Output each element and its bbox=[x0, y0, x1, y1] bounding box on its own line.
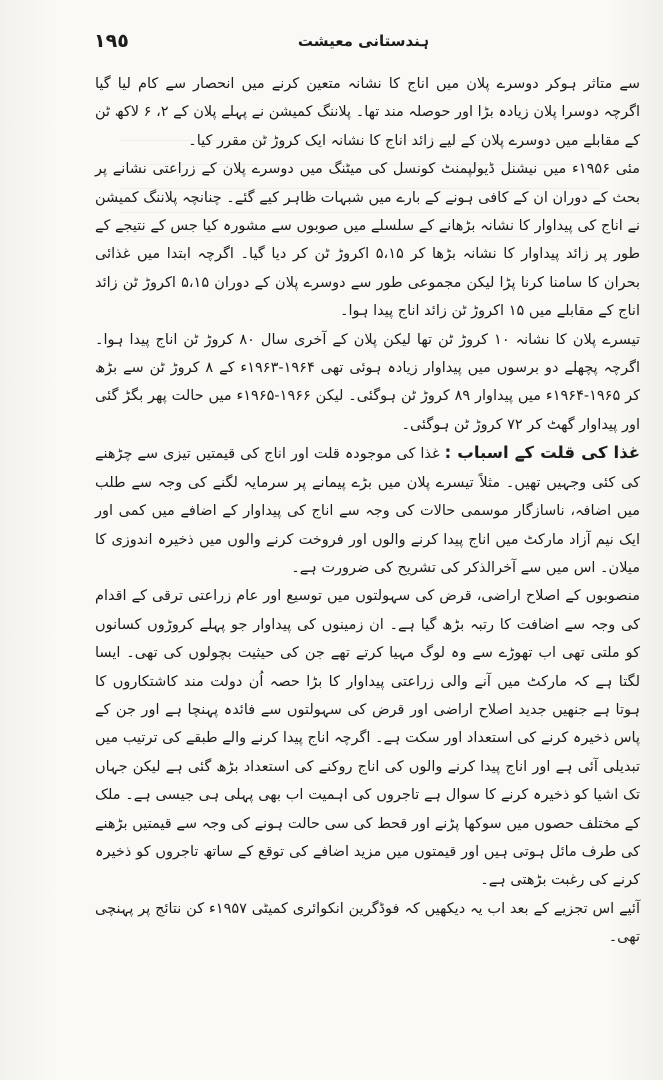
section-heading: غذا کی قلت کے اسباب : bbox=[444, 443, 641, 463]
section-paragraph-1 bbox=[95, 439, 640, 582]
section-paragraph-2: منصوبوں کے اصلاح اراضی، قرض کی سہولتوں میں توسیع اور عام زراعتی ترقی کے اقدام کی وجہ سے اضافت کا رتبہ بڑھ گیا ہے۔ ان زمینوں کی پیداوار جو پہلے کروڑوں کسانوں کو ملتی تھی اب تھوڑے سے وہ لوگ مہیا کرتے تھے جن کی حیثیت بچولوں کی تھی۔ ایسا لگتا ہے کہ مارکٹ میں آنے والی زراعتی پیداوار کا بڑا حصہ اُن دولت مند کاشتکاروں کا ہوتا ہے جنھیں جدید اصلاح اراضی اور قرض کی سہولتوں سے فائدہ پہنچا ہے اور جن کے پاس ذخیرہ کرنے کی استعداد اور سکت ہے۔ اگرچہ اناج پیدا کرنے والے طبقے کی ترتیب میں تبدیلی آئی ہے اور اناج پیدا کرنے والوں کی اناج روکنے کی استعداد بڑھ گئی ہے لیکن جہاں تک اشیا کو ذخیرہ کرنے کا سوال ہے تاجروں کی اہمیت اب بھی پہلی ہی جیسی ہے۔ ملک کے مختلف حصوں میں سوکھا پڑنے اور قحط کی سی حالت ہونے کی وجہ سے قیمتیں بڑھنے کی طرف مائل ہوتی ہیں اور قیمتوں میں مزید اضافے کی توقع کے ساتھ تاجروں کو ذخیرہ کرنے کی رغبت بڑھتی ہے۔ bbox=[95, 588, 640, 889]
body-text bbox=[95, 70, 641, 946]
paragraph-3: تیسرے پلان کا نشانہ ۱۰ کروڑ ٹن تھا لیکن پلان کے آخری سال ۸۰ کروڑ ٹن اناج پیدا ہوا۔ اگرچہ پچھلے دو برسوں میں پیداوار زیادہ ہوئی تھی ۱۹۶۴-۱۹۶۳ء کے ۸ کروڑ ٹن سے بڑھ کر ۱۹۶۵-۱۹۶۴ء میں پیداوار ۸۹ کروڑ ٹن ہوگئی۔ لیکن ۱۹۶۶-۱۹۶۵ء میں حالت پھر بگڑ گئی اور پیداوار گھٹ کر ۷۲ کروڑ ٹن ہوگئی۔ bbox=[95, 331, 641, 433]
running-head: ہندستانی معیشت bbox=[297, 32, 430, 50]
paragraph-1: سے متاثر ہوکر دوسرے پلان میں اناج کا نشانہ متعین کرنے میں انحصار سے کام لیا گیا اگرچہ دوسرا پلان زیادہ بڑا اور حوصلہ مند تھا۔ پلاننگ کمیشن نے پہلے پلان کے ۲، ۶ لاکھ ٹن کے مقابلے میں دوسرے پلان کے لیے زائد اناج کا نشانہ ایک کروڑ ٹن مقرر کیا۔ bbox=[95, 76, 640, 149]
section-paragraph-1-text: غذا کی موجودہ قلت اور اناج کی قیمتیں تیزی سے چڑھنے کی کئی وجہیں تھیں۔ مثلاً تیسرے پلان میں بڑے پیمانے پر سرمایہ لگنے کی وجہ سے طلب میں اضافہ، ناسازگار موسمی حالات کی وجہ سے اناج کی پیداوار کے اضافے میں کمی اور ایک نیم آزاد مارکٹ میں اناج پیدا کرنے والوں اور فروخت کرنے والوں میں ذخیرہ اندوزی کا میلان۔ اس میں سے آخرالذکر کی تشریح کی ضرورت ہے۔ bbox=[95, 446, 640, 576]
paragraph-2: مئی ۱۹۵۶ء میں نیشنل ڈیولپمنٹ کونسل کی میٹنگ میں دوسرے پلان کے زراعتی نشانے پر بحث کے دوران ان کے کافی ہونے کے بارے میں شبہات ظاہر کیے گئے۔ چنانچہ پلاننگ کمیشن نے اناج کی پیداوار کا نشانہ بڑھانے کے سلسلے میں صوبوں سے مشورہ کیا جس کے نتیجے کے طور پر زائد پیداوار کا نشانہ بڑھا کر ۵،۱۵ اکروڑ ٹن کر دیا گیا۔ اگرچہ ابتدا میں غذائی بحران کا سامنا کرنا پڑا لیکن مجموعی طور سے دوسرے پلان کے دوران ۵،۱۵ اکروڑ ٹن زائد اناج کے مقابلے میں ۱۵ اکروڑ ٹن زائد اناج پیدا ہوا۔ bbox=[95, 161, 640, 320]
page-header bbox=[94, 30, 633, 56]
section-paragraph-3: آئیے اس تجزیے کے بعد اب یہ دیکھیں کہ فوڈگرین انکوائری کمیٹی ۱۹۵۷ء کن نتائج پر پہنچی تھی۔ bbox=[95, 900, 640, 946]
page-number: ١٩٥ bbox=[94, 30, 129, 52]
